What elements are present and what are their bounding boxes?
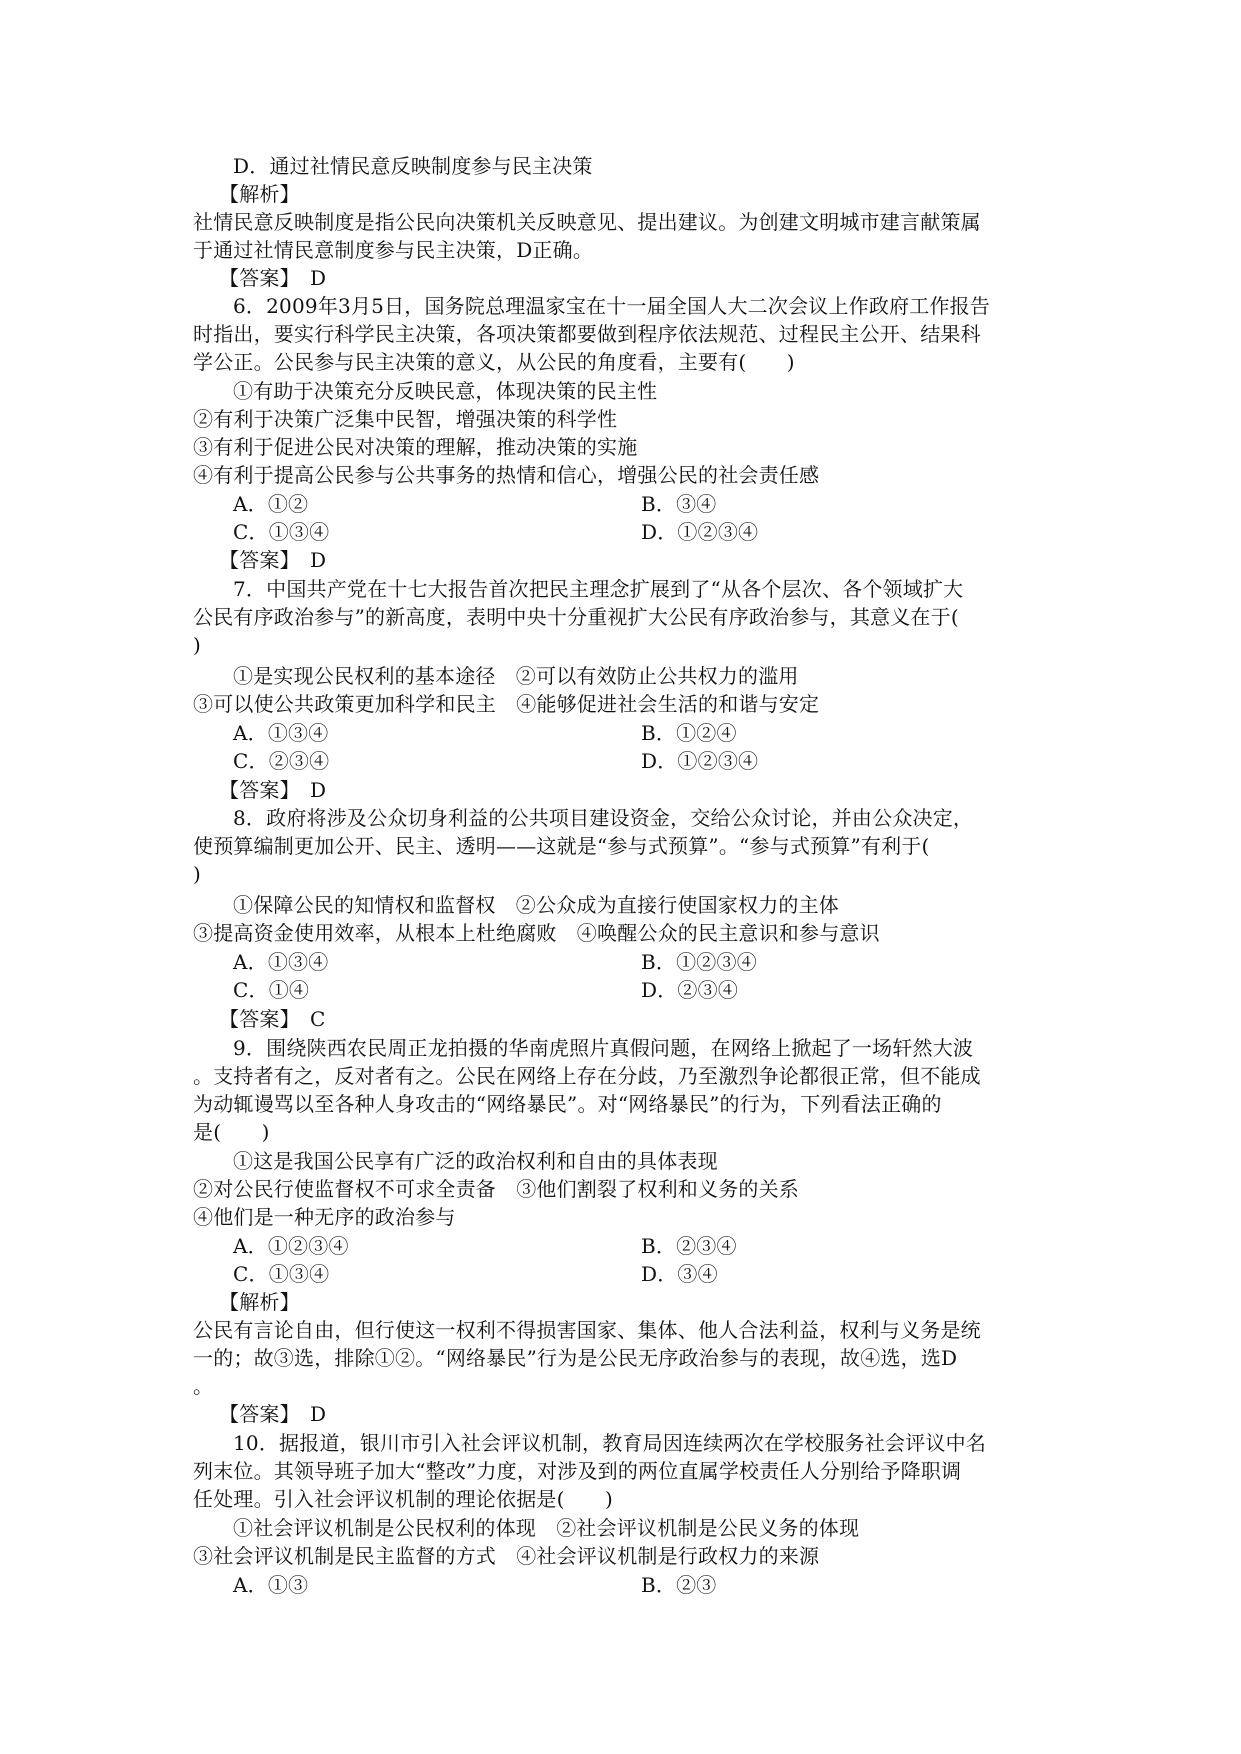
- q9-answer: 【答案】 D: [219, 1402, 327, 1426]
- q8-option-d: D．②③④: [641, 978, 739, 1002]
- q9-option-b: B．②③④: [641, 1234, 737, 1258]
- q9-analysis-line: 一的；故③选，排除①②。“网络暴民”行为是公民无序政治参与的表现，故④选，选D: [193, 1346, 958, 1370]
- q5-analysis-label: 【解析】: [219, 182, 300, 206]
- q9-analysis-line: 公民有言论自由，但行使这一权利不得损害国家、集体、他人合法利益，权利与义务是统: [193, 1318, 981, 1342]
- q9-stem-line: 是( ): [193, 1120, 270, 1144]
- q7-answer: 【答案】 D: [219, 778, 327, 802]
- q8-stem-line: 使预算编制更加公开、民主、透明——这就是“参与式预算”。“参与式预算”有利于(: [193, 834, 930, 858]
- q8-stem-line: ): [193, 862, 202, 886]
- q10-stem-line: 10．据报道，银川市引入社会评议机制，教育局因连续两次在学校服务社会评议中名: [233, 1431, 987, 1455]
- q9-stem-line: 。支持者有之，反对者有之。公民在网络上存在分歧，乃至激烈争论都很正常，但不能成: [193, 1064, 981, 1088]
- q5-analysis-line: 社情民意反映制度是指公民向决策机关反映意见、提出建议。为创建文明城市建言献策属: [193, 210, 981, 234]
- q7-stem-line: 公民有序政治参与”的新高度，表明中央十分重视扩大公民有序政治参与，其意义在于(: [193, 605, 959, 629]
- q7-option-a: A．①③④: [233, 721, 329, 745]
- q6-stem-line: 时指出，要实行科学民主决策，各项决策都要做到程序依法规范、过程民主公开、结果科: [193, 322, 981, 346]
- q7-stem-line: 7．中国共产党在十七大报告首次把民主理念扩展到了“从各个层次、各个领域扩大: [233, 577, 964, 601]
- q7-items-line: ①是实现公民权利的基本途径 ②可以有效防止公共权力的滥用: [233, 664, 799, 688]
- q6-option-a: A．①②: [233, 492, 309, 516]
- q6-stem-line: 学公正。公民参与民主决策的意义，从公民的角度看，主要有( ): [193, 350, 795, 374]
- q5-answer: 【答案】 D: [219, 266, 327, 290]
- q10-items-line: ③社会评议机制是民主监督的方式 ④社会评议机制是行政权力的来源: [193, 1544, 820, 1568]
- q10-items-line: ①社会评议机制是公民权利的体现 ②社会评议机制是公民义务的体现: [233, 1516, 860, 1540]
- q6-option-b: B．③④: [641, 492, 717, 516]
- q9-stem-line: 为动辄谩骂以至各种人身攻击的“网络暴民”。对“网络暴民”的行为，下列看法正确的: [193, 1092, 942, 1116]
- q9-analysis-line: 。: [193, 1374, 214, 1398]
- q7-option-b: B．①②④: [641, 721, 737, 745]
- q9-stem-line: 9．围绕陕西农民周正龙拍摄的华南虎照片真假问题，在网络上掀起了一场轩然大波: [233, 1036, 974, 1060]
- q8-stem-line: 8．政府将涉及公众切身利益的公共项目建设资金，交给公众讨论，并由公众决定，: [233, 806, 974, 830]
- q9-item: ①这是我国公民享有广泛的政治权利和自由的具体表现: [233, 1149, 718, 1173]
- q5-analysis-line: 于通过社情民意制度参与民主决策，D正确。: [193, 238, 594, 262]
- q9-analysis-label: 【解析】: [219, 1290, 300, 1314]
- q8-items-line: ①保障公民的知情权和监督权 ②公众成为直接行使国家权力的主体: [233, 893, 839, 917]
- q10-option-a: A．①③: [233, 1573, 309, 1597]
- q6-option-d: D．①②③④: [641, 520, 759, 544]
- q6-item: ①有助于决策充分反映民意，体现决策的民主性: [233, 379, 658, 403]
- q10-stem-line: 任处理。引入社会评议机制的理论依据是( ): [193, 1487, 614, 1511]
- q8-items-line: ③提高资金使用效率，从根本上杜绝腐败 ④唤醒公众的民主意识和参与意识: [193, 921, 880, 945]
- q6-item: ④有利于提高公民参与公共事务的热情和信心，增强公民的社会责任感: [193, 463, 820, 487]
- q6-item: ③有利于促进公民对决策的理解，推动决策的实施: [193, 435, 638, 459]
- q9-item: ④他们是一种无序的政治参与: [193, 1205, 456, 1229]
- q10-option-b: B．②③: [641, 1573, 717, 1597]
- q6-item: ②有利于决策广泛集中民智，增强决策的科学性: [193, 407, 618, 431]
- q6-option-c: C．①③④: [233, 520, 330, 544]
- q5-option-d: D．通过社情民意反映制度参与民主决策: [233, 154, 593, 178]
- q7-option-c: C．②③④: [233, 749, 330, 773]
- q8-answer: 【答案】 C: [219, 1007, 326, 1031]
- q7-option-d: D．①②③④: [641, 749, 759, 773]
- q8-option-a: A．①③④: [233, 950, 329, 974]
- q7-stem-line: ): [193, 633, 202, 657]
- q8-option-b: B．①②③④: [641, 950, 757, 974]
- q8-option-c: C．①④: [233, 978, 310, 1002]
- q6-answer: 【答案】 D: [219, 548, 327, 572]
- q9-option-d: D．③④: [641, 1262, 718, 1286]
- q6-stem-line: 6．2009年3月5日，国务院总理温家宝在十一届全国人大二次会议上作政府工作报告: [233, 294, 991, 318]
- q7-items-line: ③可以使公共政策更加科学和民主 ④能够促进社会生活的和谐与安定: [193, 692, 820, 716]
- q10-stem-line: 列末位。其领导班子加大“整改”力度，对涉及到的两位直属学校责任人分别给予降职调: [193, 1459, 962, 1483]
- q9-option-a: A．①②③④: [233, 1234, 349, 1258]
- q9-items-line: ②对公民行使监督权不可求全责备 ③他们割裂了权利和义务的关系: [193, 1177, 799, 1201]
- q9-option-c: C．①③④: [233, 1262, 330, 1286]
